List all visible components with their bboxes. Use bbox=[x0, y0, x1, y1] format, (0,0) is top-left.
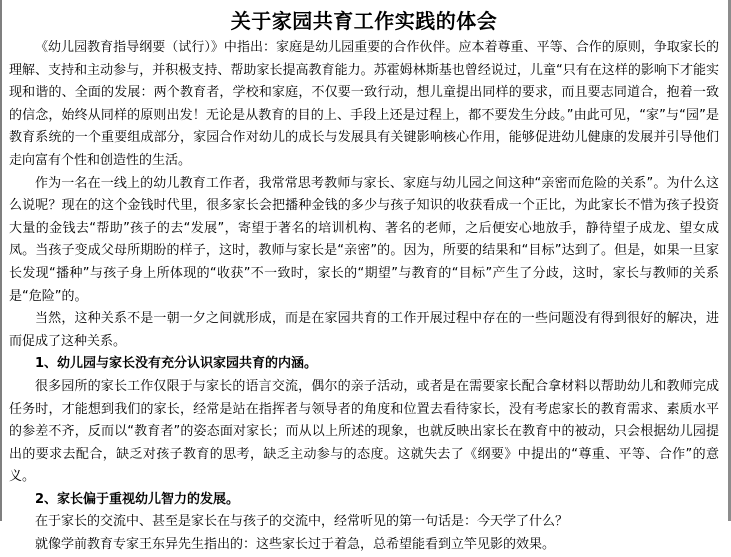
heading-point-1: 1、幼儿园与家长没有充分认识家园共育的内涵。 bbox=[35, 356, 318, 372]
document-page bbox=[9, 6, 719, 557]
heading-point-2: 2、家长偏于重视幼儿智力的发展。 bbox=[35, 491, 240, 507]
paragraph-point-2a: 在于家长的交流中、甚至是家长在与孩子的交流中，经常听见的第一句话是：今天学了什么？ bbox=[35, 514, 569, 530]
document-body bbox=[9, 37, 719, 557]
paragraph-intro: 《幼儿园教育指导纲要（试行）》中指出：家庭是幼儿园重要的合作伙伴。应本着尊重、平等、合作的原则，争取家长的理解、支持和主动参与，并积极支持、帮助家长提高教育能力。苏霍姆林斯基也曾经说过，儿童“只有在这样的影响下才能实现和谐的、全面的发展：两个教育者，学校和家庭，不仅要一致行动，想儿童提出同样的要求，而且要志同道合，抱着一致的信念，始终从同样的原则出发！无论是从教育的目的上、手段上还是过程上，都不要发生分歧。”由此可见，“家”与“园”是教育系统的一个重要组成部分，家园合作对幼儿的成长与发展具有关键影响核心作用，能够促进幼儿健康的发展并引导他们走向富有个性和创造性的生活。 bbox=[9, 40, 719, 168]
paragraph-point-2b: 就像学前教育专家王东异先生指出的：这些家长过于着急，总希望能看到立竿见影的效果。 bbox=[35, 537, 556, 553]
window-left-border bbox=[0, 0, 2, 521]
paragraph-cause: 当然，这种关系不是一朝一夕之间就形成，而是在家园共育的工作开展过程中存在的一些问题没有得到很好的解决，进而促成了这种关系。 bbox=[9, 311, 719, 349]
paragraph-relationship: 作为一名在一线上的幼儿教育工作者，我常常思考教师与家长、家庭与幼儿园之间这种“亲密而危险的关系”。为什么这么说呢？现在的这个金钱时代里，很多家长会把播种金钱的多少与孩子知识的收获看成一个正比，为此家长不惜为孩子投资大量的金钱去“帮助”孩子的去“发展”，寄望于著名的培训机构、著名的老师，之后便安心地放手，静待望子成龙、望女成凤。当孩子变成父母所期盼的样子，这时，教师与家长是“亲密”的。因为，所要的结果和“目标”达到了。但是，如果一旦家长发现“播种”与孩子身上所体现的“收获”不一致时，家长的“期望”与教育的“目标”产生了分歧，这时，家长与教师的关系是“危险”的。 bbox=[9, 175, 719, 304]
document-title: 关于家园共育工作实践的体会 bbox=[230, 9, 498, 33]
paragraph-point-1: 很多园所的家长工作仅限于与家长的语言交流，偶尔的亲子活动，或者是在需要家长配合拿材料以帮助幼儿和教师完成任务时，才能想到我们的家长，经常是站在指挥者与领导者的角度和位置去看待家长，没有考虑家长的教育需求、素质水平的参差不齐，反而以“教育者”的姿态面对家长；而从以上所述的现象，也就反映出家长在教育中的被动，只会根据幼儿园提出的要求去配合，缺乏对孩子教育的思考，缺乏主动参与的态度。这就失去了《纲要》中提出的“尊重、平等、合作”的意义。 bbox=[9, 378, 719, 485]
